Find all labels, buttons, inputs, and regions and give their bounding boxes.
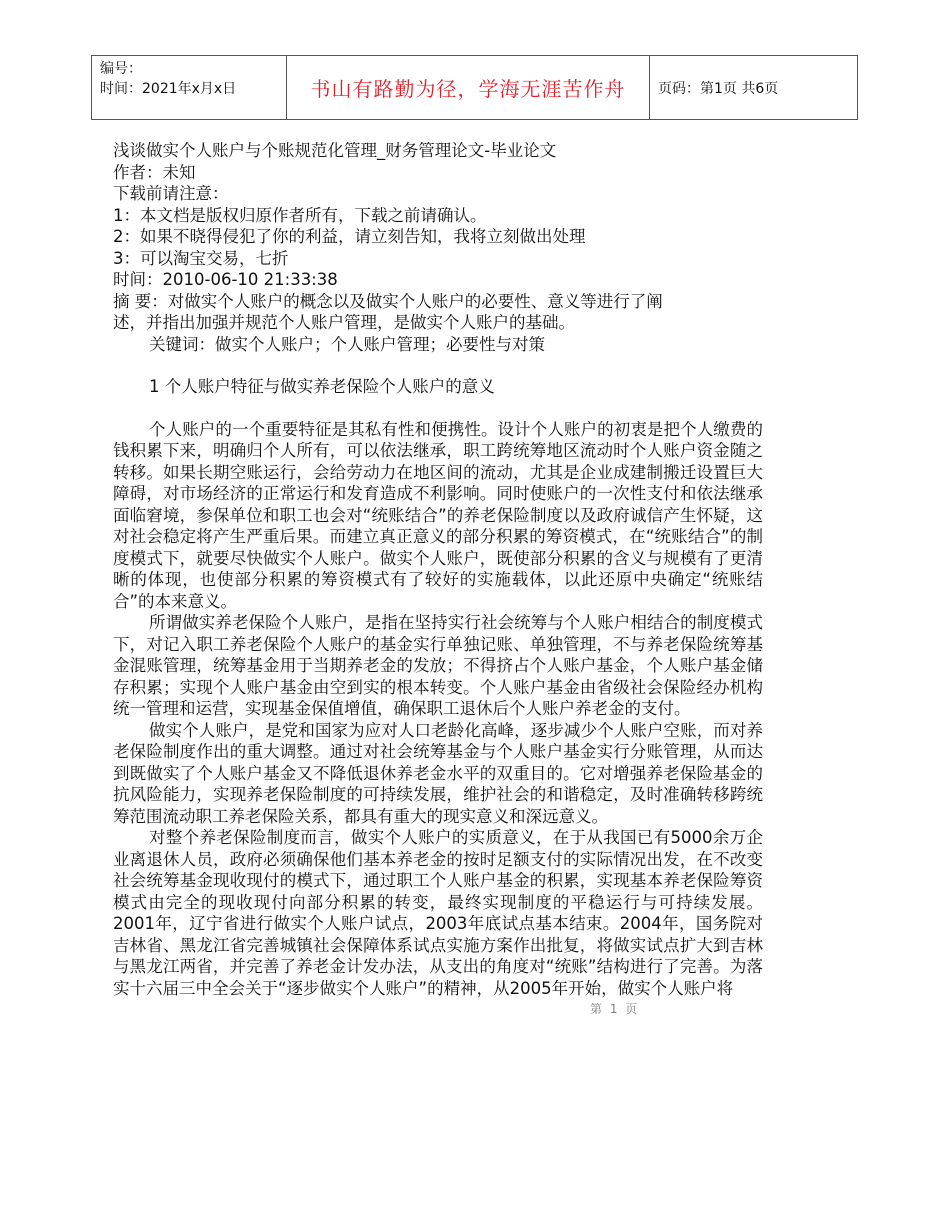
publish-time: 时间：2010-06-10 21:33:38: [113, 270, 338, 289]
abstract-line: 摘 要：对做实个人账户的概念以及做实个人账户的必要性、意义等进行了阐: [113, 291, 663, 311]
paragraph: 做实个人账户，是党和国家为应对人口老龄化高峰，逐步减少个人账户空账，而对养老保险制度作出的重大调整。通过对社会统筹基金与个人账户基金实行分账管理，从而达到既做实了个人账户基金又不降低退休养老金水平的双重目的。它对增强养老保险基金的抗风险能力，实现养老保险制度的可持续发展，维护社会的和谐稳定，及时准确转移跨统筹范围流动职工养老保险关系，都具有重大的现实意义和深远意义。: [113, 720, 763, 826]
notice-item: 2：如果不晓得侵犯了你的利益，请立刻告知，我将立刻做出处理: [113, 227, 586, 246]
document-title: 浅谈做实个人账户与个账规范化管理_财务管理论文-毕业论文: [113, 141, 557, 160]
page-number-overlay: 第 1 页: [590, 1002, 640, 1016]
header-motto: 书山有路勤为径，学海无涯苦作舟: [287, 56, 650, 119]
paragraph: 个人账户的一个重要特征是其私有性和便携性。设计个人账户的初衷是把个人缴费的钱积累下来，明确归个人所有，可以依法继承，职工跨统筹地区流动时个人账户资金随之转移。如果长期空账运行，会给劳动力在地区间的流动，尤其是企业成建制搬迁设置巨大障碍，对市场经济的正常运行和发育造成不利影响。同时使账户的一次性支付和依法继承面临窘境，参保单位和职工也会对“统账结合”的养老保险制度以及政府诚信产生怀疑，这对社会稳定将产生严重后果。而建立真正意义的部分积累的筹资模式，在“统账结合”的制度模式下，就要尽快做实个人账户。做实个人账户，既使部分积累的含义与规模有了更清晰的体现，也使部分积累的筹资模式有了较好的实施载体，以此还原中央确定“统账结合”的本来意义。: [113, 419, 763, 611]
paragraph: 对整个养老保险制度而言，做实个人账户的实质意义，在于从我国已有5000余万企业离退休人员，政府必须确保他们基本养老金的按时足额支付的实际情况出发，在不改变社会统筹基金现收现付的模式下，通过职工个人账户基金的积累，实现基本养老保险筹资模式由完全的现收现付向部分积累的转变，最终实现制度的平稳运行与可持续发展。2001年，辽宁省进行做实个人账户试点，2003年底试点基本结束。2004年，国务院对吉林省、黑龙江省完善城镇社会保障体系试点实施方案作出批复，将做实试点扩大到吉林与黑龙江两省，并完善了养老金计发办法，从支出的角度对“统账”结构进行了完善。为落实十六届三中全会关于“逐步做实个人账户”的精神，从2005年开始，做实个人账户将: [113, 828, 763, 998]
page-info: 页码：第1页 共6页: [658, 80, 779, 97]
paragraph: 所谓做实养老保险个人账户，是指在坚持实行社会统筹与个人账户相结合的制度模式下，对记入职工养老保险个人账户的基金实行单独记账、单独管理，不与养老保险统筹基金混账管理，统筹基金用于当期养老金的发放；不得挤占个人账户基金，个人账户基金储存积累；实现个人账户基金由空到实的根本转变。个人账户基金由省级社会保险经办机构统一管理和运营，实现基金保值增值，确保职工退休后个人账户养老金的支付。: [113, 613, 763, 718]
body-text: [113, 419, 763, 1000]
page-header: [91, 55, 858, 120]
keywords-line: 关键词：做实个人账户；个人账户管理；必要性与对策: [149, 334, 545, 354]
author-line: 作者：未知: [113, 162, 196, 182]
abstract-line: 述，并指出加强并规范个人账户管理，是做实个人账户的基础。: [113, 313, 575, 332]
time-label: 时间：2021年x月x日: [100, 81, 237, 97]
serial-label: 编号：: [100, 61, 142, 77]
notice-item: 3：可以淘宝交易，七折: [113, 248, 289, 268]
document-body: [113, 140, 763, 999]
section-heading: 1 个人账户特征与做实养老保险个人账户的意义: [149, 377, 495, 396]
notice-heading: 下载前请注意：: [113, 184, 229, 203]
notice-item: 1：本文档是版权归原作者所有，下载之前请确认。: [113, 205, 487, 225]
header-meta: [92, 56, 287, 119]
